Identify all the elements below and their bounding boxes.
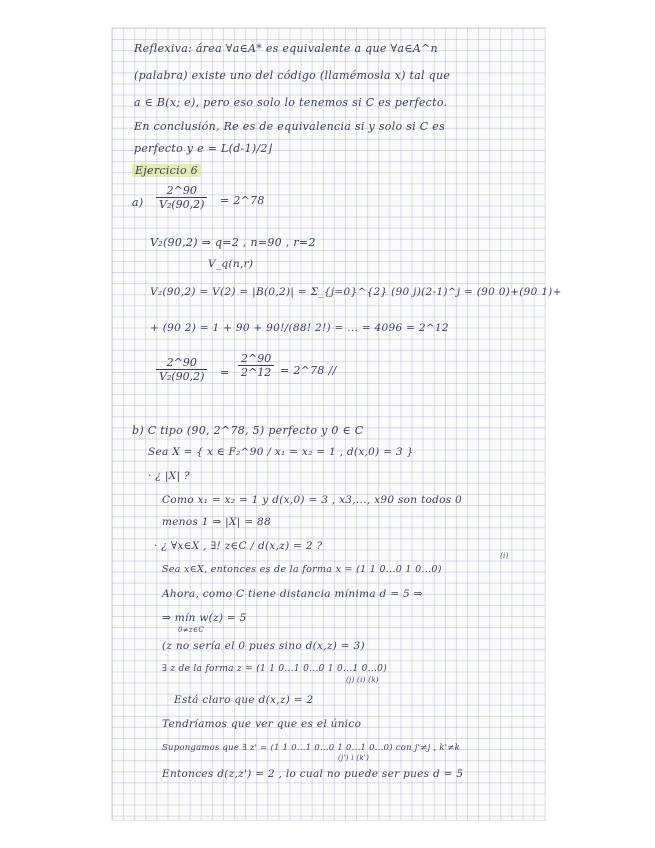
- note-line: Sea X = { x ∈ F₂^90 / x₁ = x₂ = 1 , d(x,0) = 3 }: [148, 446, 414, 458]
- note-subscript: (j') i (k'): [338, 754, 370, 762]
- note-line: · ¿ ∀x∈X , ∃! z∈C / d(x,z) = 2 ?: [154, 540, 323, 552]
- note-line: Reflexiva: área ∀a∈A* es equivalente a que ∀a∈A^n: [134, 42, 438, 55]
- equation-rhs: = 2^78 //: [280, 364, 337, 377]
- note-subscript: V_q(n,r): [208, 258, 254, 270]
- note-line: Supongamos que ∃ z' = (1 1 0...1 0...0 1 0...1 0...0) con j'≠j , k'≠k: [162, 742, 461, 752]
- fraction: [156, 356, 207, 383]
- equation-rhs: = 2^78: [220, 194, 265, 207]
- fraction-denominator: V₂(90,2): [159, 198, 205, 211]
- note-line: En conclusión, Re es de equivalencia si y solo si C es: [134, 120, 446, 133]
- notebook-page: [112, 28, 562, 820]
- note-line: Está claro que d(x,z) = 2: [174, 694, 314, 706]
- equals-sign: =: [220, 366, 230, 379]
- note-line: perfecto y e = L(d-1)/2⌋: [134, 142, 273, 155]
- note-line: (palabra) existe uno del código (llamémosla x) tal que: [134, 69, 451, 82]
- note-line: a ∈ B(x; e), pero eso solo lo tenemos si C es perfecto.: [134, 96, 448, 109]
- fraction-denominator: V₂(90,2): [159, 370, 205, 383]
- note-line: Ahora, como C tiene distancia mínima d = 5 ⇒: [162, 588, 423, 600]
- note-line: · ¿ |X| ?: [148, 470, 190, 482]
- note-line: ⇒ mín w(z) = 5: [162, 612, 247, 624]
- part-a-label: a): [132, 196, 144, 209]
- note-line: + (90 2) = 1 + 90 + 90!/(88! 2!) = ... = 4096 = 2^12: [150, 322, 449, 334]
- fraction: [238, 352, 274, 379]
- note-line: (z no sería el 0 pues sino d(x,z) = 3): [162, 640, 365, 652]
- fraction-numerator: 2^90: [156, 184, 207, 198]
- note-line: Entonces d(z,z') = 2 , lo cual no puede ser pues d = 5: [162, 768, 464, 780]
- exercise-title: Ejercicio 6: [132, 164, 201, 177]
- note-line: Como x₁ = x₂ = 1 y d(x,0) = 3 , x3,..., x90 son todos 0: [162, 494, 463, 506]
- fraction: [156, 184, 207, 211]
- note-line: V₂(90,2) ⇒ q=2 , n=90 , r=2: [150, 236, 316, 249]
- fraction-denominator: 2^12: [241, 366, 272, 379]
- note-line: V₂(90,2) = V(2) = |B(0,2)| = Σ_{j=0}^{2} (90 j)(2-1)^j = (90 0)+(90 1)+: [150, 286, 562, 298]
- fraction-numerator: 2^90: [156, 356, 207, 370]
- fraction-numerator: 2^90: [238, 352, 274, 366]
- note-line: menos 1 ⇒ |X| = 88: [162, 516, 271, 528]
- note-subscript: 0≠z∈C: [178, 626, 205, 634]
- note-line: Sea x∈X, entonces es de la forma x = (1 1 0...0 1 0...0): [162, 564, 442, 575]
- note-line: Tendríamos que ver que es el único: [162, 718, 362, 730]
- note-subscript: (i): [500, 552, 509, 560]
- note-line: b) C tipo (90, 2^78, 5) perfecto y 0 ∈ C: [132, 424, 364, 437]
- note-subscript: (j) (i) (k): [346, 676, 379, 684]
- note-line: ∃ z de la forma z = (1 1 0...1 0...0 1 0...1 0...0): [162, 664, 388, 674]
